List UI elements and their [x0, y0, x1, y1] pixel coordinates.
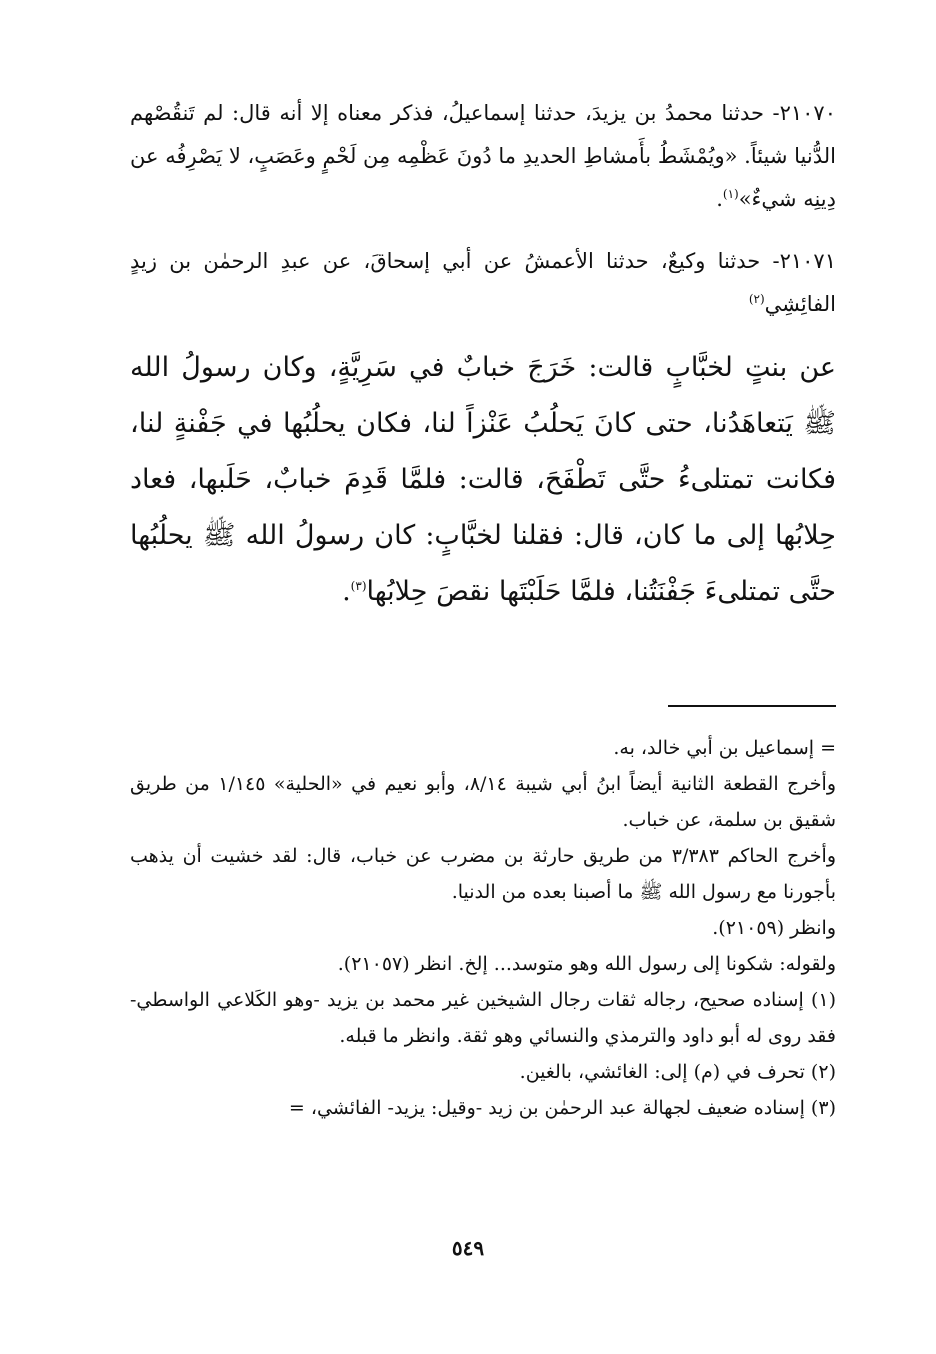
footnote-line: (٢) تحرف في (م) إلى: الغائشي، بالغين.	[519, 1061, 836, 1083]
footnote-ref-3: (٣)	[350, 579, 367, 593]
hadith-text	[130, 92, 836, 221]
hadith-21071-matn-text: عن بنتٍ لخبَّابٍ قالت: خَرَجَ خبابٌ في سَرِيَّةٍ، وكان رسولُ الله ﷺ يَتعاهَدُنا، حتى كانَ يَحلُبُ عَنْزاً لنا، فكان يحلُبُها في جَفْنةٍ لنا، فكانت تمتلىءُ حتَّى تَطْفَحَ، قالت: فلمَّا قَدِمَ خبابٌ، حَلَبها، فعاد حِلابُها إلى ما كان، قال: فقلنا لخبَّابٍ: كان رسولُ الله ﷺ يحلُبُها حتَّى تمتلىءَ جَفْنَتُنا، فلمَّا حَلَبْتَها نقصَ حِلابُها	[130, 352, 836, 607]
footnote-line: وأخرج القطعة الثانية أيضاً ابنُ أبي شيبة ٨/١٤، وأبو نعيم في «الحلية» ١/١٤٥ من طريق شقيق بن سلمة، عن خباب.	[130, 773, 836, 831]
footnote-line: = إسماعيل بن أبي خالد، به.	[613, 737, 836, 759]
hadith-text	[130, 240, 836, 326]
hadith-21071-matn	[130, 340, 836, 620]
footnote-line: وأخرج الحاكم ٣/٣٨٣ من طريق حارثة بن مضرب عن خباب، قال: لقد خشيت أن يذهب بأجورنا مع رسول الله ﷺ ما أصبنا بعده من الدنيا.	[130, 845, 836, 903]
footnotes	[130, 730, 836, 1126]
hadith-21071-isnad	[130, 240, 836, 326]
footnote-separator	[668, 705, 836, 707]
footnote-ref-2: (٢)	[748, 292, 765, 306]
hadith-21070-text: ٢١٠٧٠- حدثنا محمدُ بن يزيدَ، حدثنا إسماعيلُ، فذكر معناه إلا أنه قال: لم تَنقُصْهم الدُّنيا شيئاً. «ويُمْشَطُ بأَمشاطِ الحديدِ ما دُونَ عَظْمِه مِن لَحْمٍ وعَصَبٍ، لا يَصْرِفُه عن دِينِه شيءٌ»	[130, 101, 836, 211]
footnote-line: (٣) إسناده ضعيف لجهالة عبد الرحمٰن بن زيد -وقيل: يزيد- الفائشي، =	[288, 1097, 836, 1119]
footnote-line: ولقوله: شكونا إلى رسول الله وهو متوسد... إلخ. انظر (٢١٠٥٧).	[337, 953, 836, 975]
hadith-21070-end: .	[716, 187, 723, 211]
footnote-line: (١) إسناده صحيح، رجاله ثقات رجال الشيخين غير محمد بن يزيد -وهو الكَلاعي الواسطي- فقد روى له أبو داود والترمذي والنسائي وهو ثقة. وانظر ما قبله.	[130, 989, 836, 1047]
hadith-21071-end: .	[342, 576, 351, 607]
page-number: ٥٤٩	[451, 1236, 485, 1260]
hadith-21070	[130, 92, 836, 221]
footnote-line: وانظر (٢١٠٥٩).	[712, 917, 836, 939]
hadith-21071-isnad-text: ٢١٠٧١- حدثنا وكيعٌ، حدثنا الأعمشُ عن أبي إسحاقَ، عن عبدِ الرحمٰن بن زيدٍ الفائِشِي	[130, 249, 836, 316]
hadith-text	[130, 340, 836, 620]
footnote-ref-1: (١)	[722, 187, 739, 201]
